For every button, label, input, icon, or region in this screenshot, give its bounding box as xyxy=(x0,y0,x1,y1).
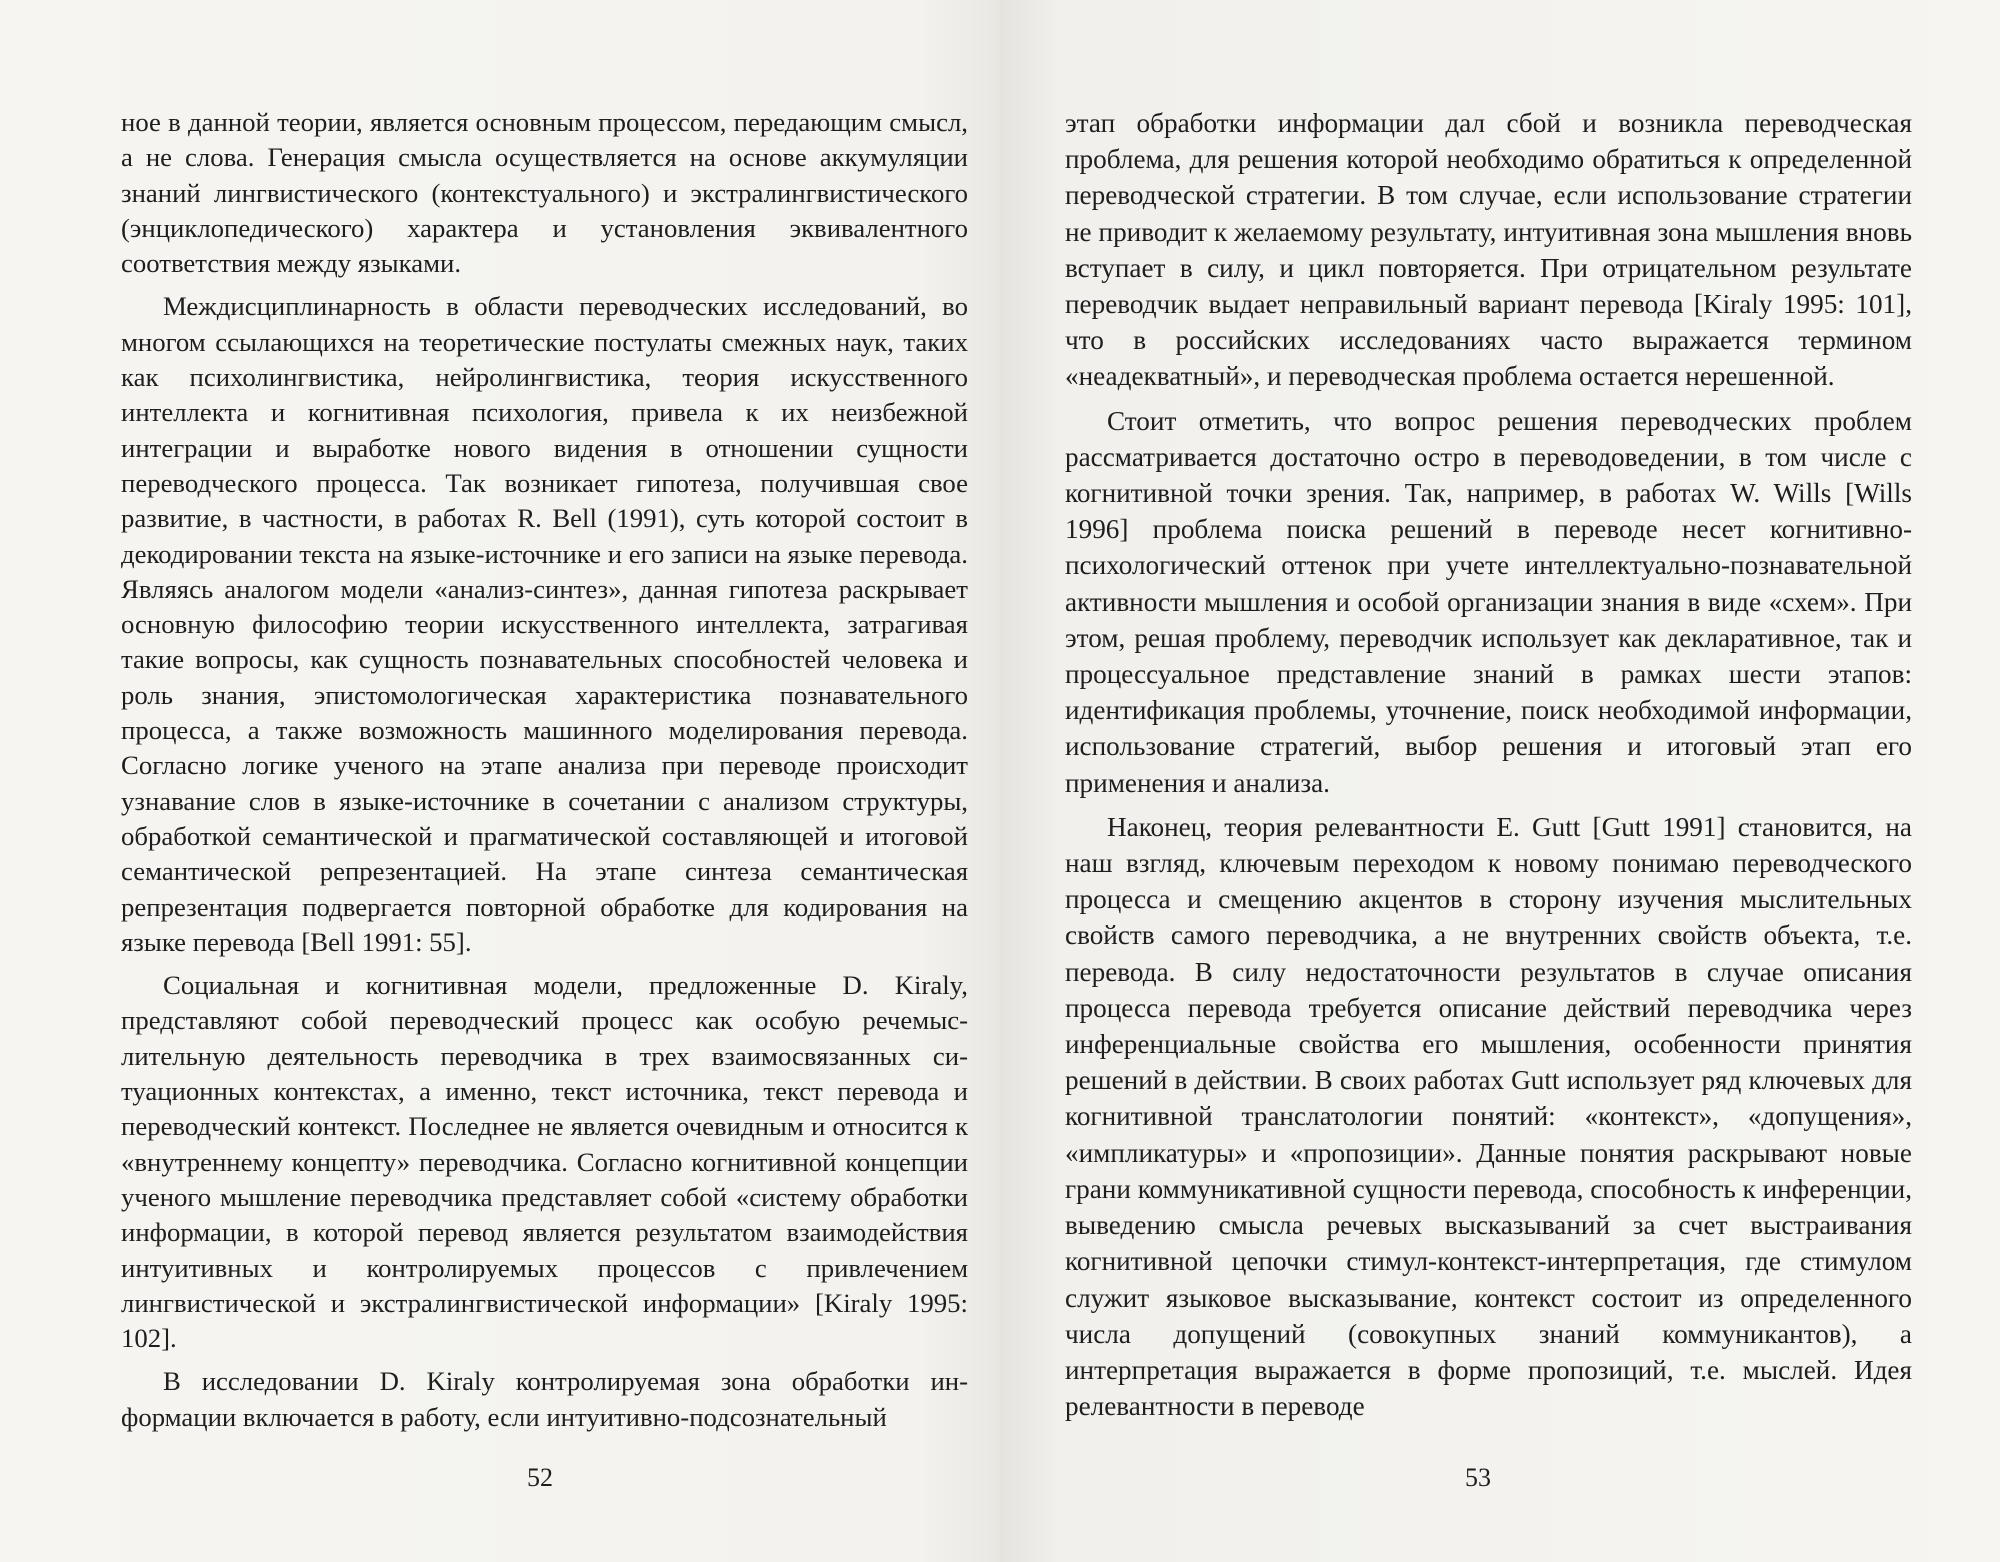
paragraph: Стоит отметить, что вопрос решения переводческих проблем рассматривается достаточно остро в переводоведении, в том числе с когнитивной точки зрения. Так, например, в работах W. Wills [Wills 1996] проблема поиска решений в переводе несет когнитивно-психологический оттенок при учете интеллектуально-познавательной активности мышления и особой организации знания в виде «схем». При этом, решая проблему, переводчик использует как декларативное, так и процессуальное представление знаний в рамках шести этапов: идентификация проблемы, уточнение, поиск необходимой информации, использование стратегий, выбор решения и итоговый этап его применения и анализа. xyxy=(1065,405,1912,798)
paragraph: ное в данной теории, является основным процессом, передающим смысл, а не слова. Генерация смысла осуществляется на основе аккумуляции знаний лингвистического (контекстуального) и экстралингвистического (энциклопедического) характера и установления эквивалентного соответствия между языками. xyxy=(121,107,968,279)
right-page xyxy=(1000,0,2000,1562)
page-number: 52 xyxy=(527,1463,553,1492)
left-text-column xyxy=(121,105,968,1435)
paragraph: Междисциплинарность в области переводческих исследований, во многом ссылающихся на теоретические постулаты смежных наук, таких как психолингвистика, нейролингвистика, теория искусственного интеллекта и когнитивная психология, привела к их неизбежной интеграции и выработке нового видения в отношении сущности переводческого процесса. Так возникает гипотеза, получившая свое развитие, в частности, в работах R. Bell (1991), суть которой состоит в декодировании текста на языке-источнике и его записи на языке перевода. Являясь аналогом модели «анализ-синтез», данная гипотеза раскрывает основную философию теории искусственного интеллекта, затрагивая такие вопросы, как сущность познавательных способностей человека и роль знания, эпистомологическая характеристика познавательного процесса, а также возможность машинного моделирования перевода. Согласно логике ученого на этапе анализа при переводе происходит узнавание слов в языке-источнике в сочетании с анализом структуры, обработкой семантической и прагматической составляющей и итоговой семантической репрезентацией. На этапе синтеза семантическая репрезентация подвергается повторной обработке для кодирования на языке перевода [Bell 1991: 55]. xyxy=(121,291,968,957)
paragraph: Социальная и когнитивная модели, предложенные D. Kiraly, представляют собой переводческий процесс как особую речемыслительную деятельность переводчика в трех взаимосвязанных ситуационных контекстах, а именно, текст источника, текст перевода и переводческий контекст. Последнее не является очевидным и относится к «внутреннему концепту» переводчика. Согласно когнитивной концепции ученого мышление переводчика представляет собой «систему обработки информации, в которой перевод является результатом взаимодействия интуитивных и контролируемых процессов с привлечением лингвистической и экстралингвистической информации» [Kiraly 1995: 102]. xyxy=(121,970,968,1354)
paragraph: Наконец, теория релевантности E. Gutt [Gutt 1991] становится, на наш взгляд, ключевым переходом к новому понимаю переводческого процесса и смещению акцентов в сторону изучения мыслительных свойств самого переводчика, а не внутренних свойств объекта, т.е. перевода. В силу недостаточности результатов в случае описания процесса перевода требуется описание действий переводчика через инференциальные свойства его мышления, особенности принятия решений в действии. В своих работах Gutt использует ряд ключевых для когнитивной транслатологии понятий: «контекст», «допущения», «импликатуры» и «пропозиции». Данные понятия раскрывают новые грани коммуникативной сущности перевода, способность к инференции, выведению смысла речевых высказываний за счет выстраивания когнитивной цепочки стимул-контекст-интерпретация, где стимулом служит языковое высказывание, контекст состоит из определенного числа допущений (совокупных знаний коммуникантов), а интерпретация выражается в форме пропозиций, т.е. мыслей. Идея релевантности в переводе xyxy=(1065,811,1913,1422)
paragraph: этап обработки информации дал сбой и возникла переводческая проблема, для решения которой необходимо обратиться к определенной переводческой стратегии. В том случае, если использование стратегии не приводит к желаемому результату, интуитивная зона мышления вновь вступает в силу, и цикл повторяется. При отрицательном результате переводчик выдает неправильный вариант перевода [Kiraly 1995: 101], что в российских исследованиях часто выражается термином «неадекватный», и переводческая проблема остается нерешенной. xyxy=(1065,108,1912,392)
paragraph: В исследовании D. Kiraly контролируемая зона обработки информации включается в работу, если интуитивно-подсознательный xyxy=(121,1366,968,1432)
right-text-column xyxy=(1065,105,1912,1424)
page-number: 53 xyxy=(1465,1463,1491,1492)
